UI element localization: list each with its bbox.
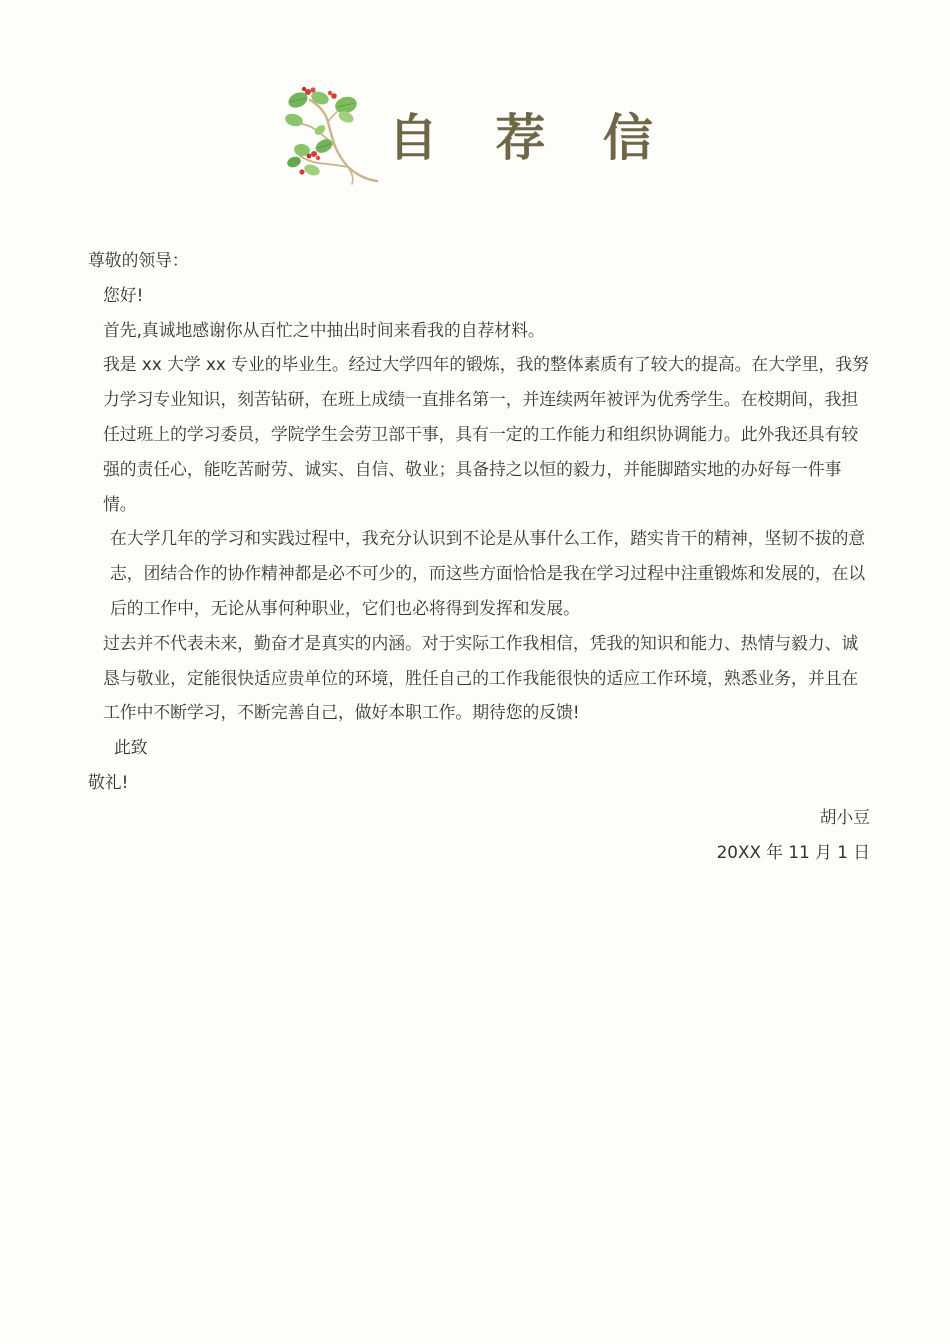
paragraph: 我是 xx 大学 xx 专业的毕业生。经过大学四年的锻炼，我的整体素质有了较大的提高。在大学里，我努力学习专业知识，刻苦钻研，在班上成绩一直排名第一，并连续两年被评为优秀学生。在校期间，我担任过班上的学习委员，学院学生会劳卫部干事，具有一定的工作能力和组织协调能力。此外我还具有较强的责任心，能吃苦耐劳、诚实、自信、敬业；具备持之以恒的毅力，并能脚踏实地的办好每一件事情。 — [103, 354, 869, 514]
letter-header — [280, 78, 673, 193]
page-title: 自 荐 信 — [388, 108, 673, 167]
closing-line: 此致 — [114, 737, 148, 758]
letter-body — [88, 243, 870, 869]
greeting: 您好! — [103, 284, 144, 305]
paragraph: 首先,真诚地感谢你从百忙之中抽出时间来看我的自荐材料。 — [103, 319, 545, 340]
salutation: 尊敬的领导： — [88, 250, 189, 270]
closing-salute: 敬礼! — [88, 771, 129, 792]
paragraph: 过去并不代表未来，勤奋才是真实的内涵。对于实际工作我相信，凭我的知识和能力、热情与毅力、诚恳与敬业，定能很快适应贵单位的环境，胜任自己的工作我能很快的适应工作环境，熟悉业务，并且在工作中不断学习，不断完善自己，做好本职工作。期待您的反馈! — [103, 632, 859, 723]
paragraph: 在大学几年的学习和实践过程中，我充分认识到不论是从事什么工作，踏实肯干的精神，坚韧不拔的意志，团结合作的协作精神都是必不可少的，而这些方面恰恰是我在学习过程中注重锻炼和发展的，在以后的工作中，无论从事何种职业，它们也必将得到发挥和发展。 — [110, 528, 866, 618]
leafy-branch-icon — [280, 78, 384, 188]
signature: 胡小豆 — [819, 806, 870, 827]
date: 20XX 年 11 月 1 日 — [716, 841, 870, 862]
